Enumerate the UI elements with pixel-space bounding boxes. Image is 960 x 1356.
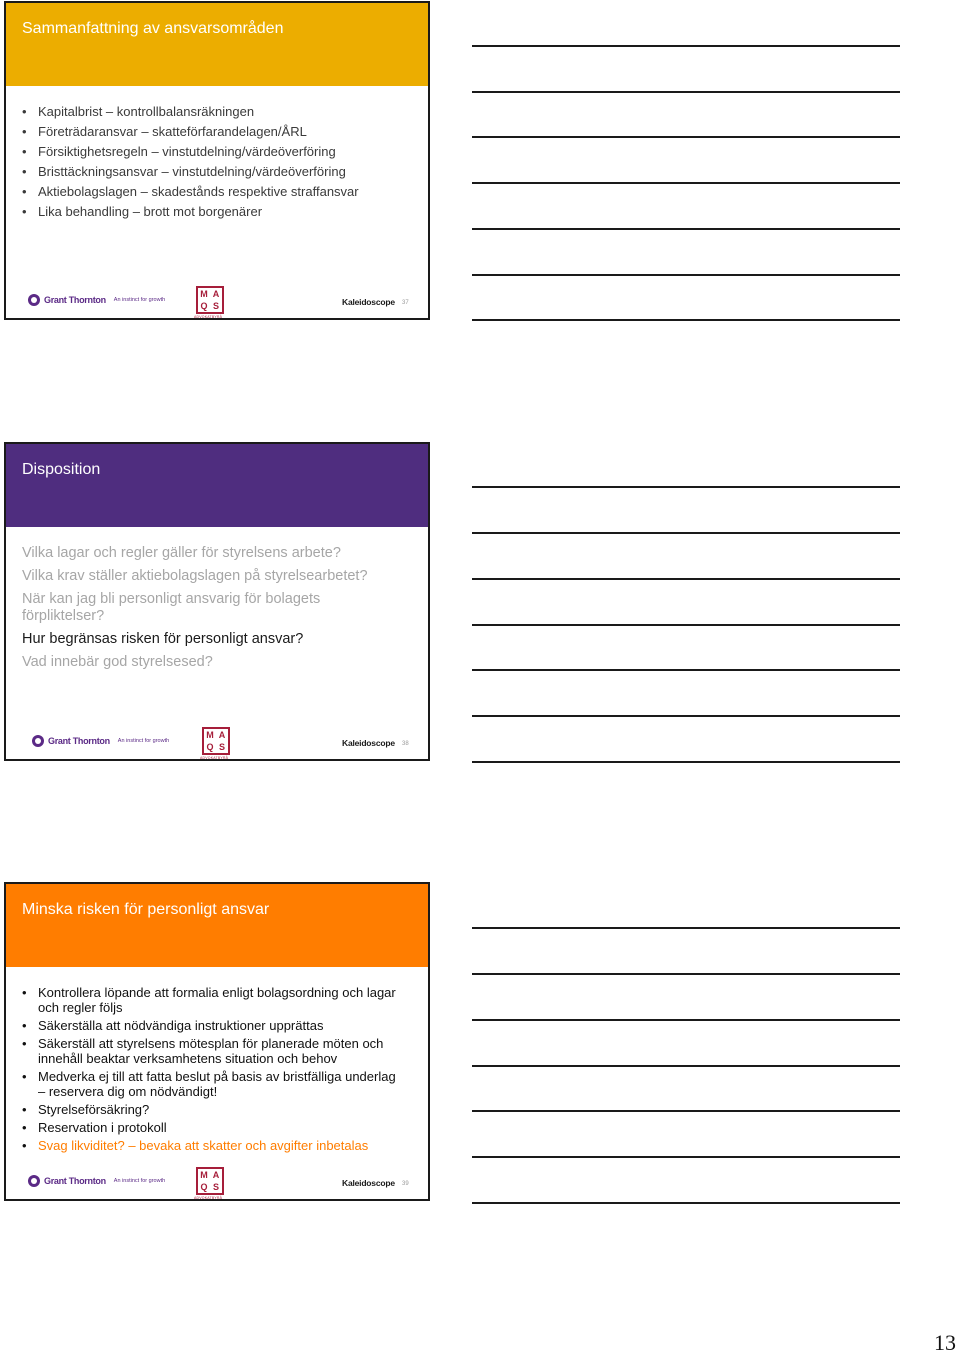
grant-thornton-icon: [28, 1175, 40, 1187]
grant-thornton-logo: Grant Thornton An instinct for growth: [28, 294, 165, 306]
slide-body: [22, 104, 420, 224]
bullet-icon: •: [22, 1138, 27, 1153]
slide-footer: [6, 1165, 428, 1199]
note-line: [472, 319, 900, 321]
slide-footer: [6, 725, 428, 759]
slide-title: Sammanfattning av ansvarsområden: [22, 20, 284, 37]
bullet-icon: •: [22, 985, 27, 1000]
note-line: [472, 927, 900, 929]
bullet-icon: •: [22, 144, 27, 159]
slide-title: Disposition: [22, 461, 101, 478]
list-item: • Aktiebolagslagen – skadestånds respektive straffansvar: [22, 184, 359, 199]
bullet-icon: •: [22, 164, 27, 179]
note-line: [472, 715, 900, 717]
maqs-logo: M A Q S: [196, 286, 224, 314]
note-line: [472, 578, 900, 580]
note-line: [472, 91, 900, 93]
bullet-icon: •: [22, 124, 27, 139]
slide-39: [4, 882, 430, 1201]
bullet-list: [22, 985, 404, 1153]
list-item-highlight: • Svag likviditet? – bevaka att skatter och avgifter inbetalas: [22, 1138, 369, 1153]
bullet-icon: •: [22, 184, 27, 199]
maqs-subtitle: ADVOKATBYRÅ: [194, 1196, 223, 1200]
kaleidoscope-logo: Kaleidoscope: [342, 1178, 395, 1188]
list-item: • Säkerställ att styrelsens mötesplan för planerade möten och innehåll beaktar verksamhetens situation och behov: [22, 1036, 384, 1066]
list-item: • Försiktighetsregeln – vinstutdelning/värdeöverföring: [22, 144, 336, 159]
slide-number: 37: [402, 300, 409, 306]
note-line: [472, 136, 900, 138]
note-line: [472, 532, 900, 534]
kaleidoscope-logo: Kaleidoscope: [342, 738, 395, 748]
note-line: [472, 274, 900, 276]
slide-header: [6, 3, 428, 86]
note-line: [472, 669, 900, 671]
bullet-icon: •: [22, 1018, 27, 1033]
slide-body: [22, 985, 404, 1156]
note-line: [472, 1065, 900, 1067]
note-line: [472, 486, 900, 488]
bullet-icon: •: [22, 1069, 27, 1084]
maqs-subtitle: ADVOKATBYRÅ: [200, 756, 229, 760]
maqs-subtitle: ADVOKATBYRÅ: [194, 315, 223, 319]
slide-number: 38: [402, 741, 409, 747]
maqs-logo: M A Q S: [196, 1167, 224, 1195]
bullet-icon: •: [22, 204, 27, 219]
note-line: [472, 624, 900, 626]
agenda-item: Vilka lagar och regler gäller för styrelsens arbete?: [22, 545, 341, 561]
note-line: [472, 1110, 900, 1112]
grant-thornton-icon: [32, 735, 44, 747]
note-line: [472, 228, 900, 230]
grant-thornton-logo: Grant Thornton An instinct for growth: [32, 735, 169, 747]
note-line: [472, 1202, 900, 1204]
grant-thornton-logo: Grant Thornton An instinct for growth: [28, 1175, 165, 1187]
bullet-icon: •: [22, 1102, 27, 1117]
agenda-item: Vad innebär god styrelsesed?: [22, 654, 213, 670]
list-item: • Företrädaransvar – skatteförfarandelagen/ÅRL: [22, 124, 307, 139]
agenda-item: Vilka krav ställer aktiebolagslagen på styrelsearbetet?: [22, 568, 368, 584]
slide-footer: [6, 284, 428, 318]
slide-header: [6, 444, 428, 527]
note-line: [472, 973, 900, 975]
bullet-icon: •: [22, 1120, 27, 1135]
list-item: • Styrelseförsäkring?: [22, 1102, 150, 1117]
list-item: • Medverka ej till att fatta beslut på basis av bristfälliga underlag – reservera dig om nödvändigt!: [22, 1069, 396, 1099]
note-line: [472, 761, 900, 763]
note-line: [472, 1019, 900, 1021]
note-line: [472, 182, 900, 184]
maqs-logo: M A Q S: [202, 727, 230, 755]
slide-38: [4, 442, 430, 761]
slide-title: Minska risken för personligt ansvar: [22, 901, 270, 918]
agenda-item-active: Hur begränsas risken för personligt ansvar?: [22, 631, 304, 647]
note-line: [472, 45, 900, 47]
list-item: • Kontrollera löpande att formalia enligt bolagsordning och lagar och regler följs: [22, 985, 396, 1015]
agenda-item: När kan jag bli personligt ansvarig för bolagets förpliktelser?: [22, 591, 321, 624]
bullet-list: [22, 104, 420, 219]
slide-number: 39: [402, 1181, 409, 1187]
bullet-icon: •: [22, 104, 27, 119]
bullet-icon: •: [22, 1036, 27, 1051]
slide-37: [4, 1, 430, 320]
list-item: • Lika behandling – brott mot borgenärer: [22, 204, 263, 219]
grant-thornton-icon: [28, 294, 40, 306]
list-item: • Bristtäckningsansvar – vinstutdelning/värdeöverföring: [22, 164, 346, 179]
list-item: • Kapitalbrist – kontrollbalansräkningen: [22, 104, 255, 119]
page-number: 13: [934, 1330, 956, 1355]
slide-body: [22, 545, 398, 677]
note-line: [472, 1156, 900, 1158]
list-item: • Reservation i protokoll: [22, 1120, 167, 1135]
kaleidoscope-logo: Kaleidoscope: [342, 297, 395, 307]
agenda-list: [22, 545, 398, 671]
slide-header: [6, 884, 428, 967]
list-item: • Säkerställa att nödvändiga instruktioner upprättas: [22, 1018, 324, 1033]
